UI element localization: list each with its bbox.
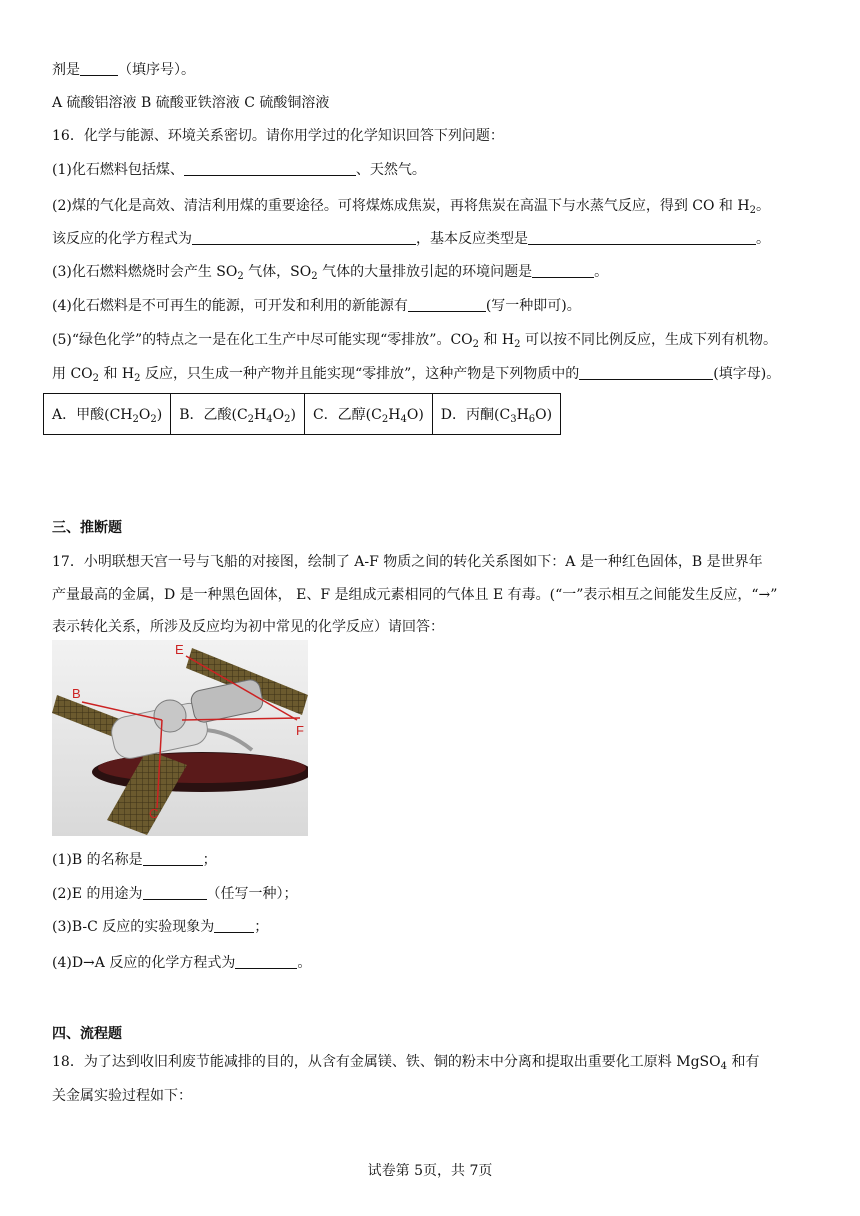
q16-part4 — [52, 296, 581, 316]
text: ； — [254, 919, 269, 935]
q16-part2-line1 — [52, 196, 770, 216]
text: ，基本反应类型是 — [416, 231, 528, 247]
text: 反应，只生成一种产物并且能实现“零排放”，这种产物是下列物质中的 — [140, 366, 580, 382]
text: 。 — [755, 198, 770, 214]
q17-answer3 — [52, 917, 268, 937]
subscript: 2 — [134, 373, 141, 384]
text: (3)B-C 反应的实验现象为 — [52, 919, 215, 935]
option-a[interactable]: A．甲酸$(CH_2O_2)$ — [44, 394, 171, 435]
text: (3)化石燃料燃烧时会产生 SO — [52, 264, 238, 280]
text: ； — [202, 852, 217, 868]
text: 剂是 — [52, 62, 80, 78]
text: 和 H — [479, 332, 515, 348]
subscript: 2 — [237, 271, 244, 282]
text: (4)化石燃料是不可再生的能源，可开发和利用的新能源有 — [52, 298, 408, 314]
q17-answer1 — [52, 850, 217, 870]
subscript: 2 — [311, 271, 318, 282]
q16-part3 — [52, 262, 608, 282]
q16-options-table — [43, 393, 561, 435]
text: (5)“绿色化学”的特点之一是在化工生产中尽可能实现“零排放”。CO — [52, 332, 473, 348]
text: 。 — [297, 955, 312, 971]
text: 和有 — [727, 1054, 760, 1070]
section-heading-inference: 三、推断题 — [52, 520, 122, 536]
label-e: E — [175, 642, 184, 657]
text: （任写一种）； — [206, 886, 298, 902]
answer-blank[interactable] — [532, 263, 594, 278]
text: 可以按不同比例反应，生成下列有机物。 — [520, 332, 777, 348]
answer-blank[interactable] — [579, 365, 713, 380]
q15-tail-line — [52, 60, 195, 80]
text: 。 — [594, 264, 609, 280]
option-d[interactable]: D．丙酮$(C_3H_6O)$ — [432, 394, 560, 435]
text: (1)化石燃料包括煤、 — [52, 162, 184, 178]
q16-part5-line2 — [52, 364, 780, 384]
text: 18．为了达到收旧利废节能减排的目的，从含有金属镁、铁、铜的粉末中分离和提取出重要化工原料 MgSO — [52, 1054, 721, 1070]
page-footer: 试卷第 5页，共 7页 — [367, 1163, 493, 1179]
q18-line2: 关金属实验过程如下： — [52, 1088, 192, 1104]
text: 。 — [756, 231, 770, 247]
text: 用 CO — [52, 366, 93, 382]
answer-blank[interactable] — [408, 297, 486, 312]
q16-part1 — [52, 160, 426, 180]
option-c[interactable]: C．乙醇$(C_2H_4O)$ — [304, 394, 432, 435]
text: 气体，SO — [243, 264, 312, 280]
q18-line1 — [52, 1052, 759, 1072]
text: 和 H — [99, 366, 135, 382]
subscript: 4 — [720, 1061, 728, 1072]
answer-blank[interactable] — [143, 851, 203, 866]
text: (4)D→A 反应的化学方程式为 — [52, 955, 236, 971]
q17-answer2 — [52, 884, 298, 904]
answer-blank[interactable] — [184, 161, 356, 176]
q17-line2: 产量最高的金属，D 是一种黑色固体， E、F 是组成元素相同的气体且 E 有毒。(“一”表示相互之间能发生反应，“→” — [52, 587, 778, 603]
text: 气体的大量排放引起的环境问题是 — [317, 264, 533, 280]
q16-part2-line2 — [52, 229, 770, 249]
docking-ring — [154, 700, 186, 732]
answer-blank[interactable] — [235, 954, 297, 969]
option-b[interactable]: B．乙酸$(C_2H_4O_2)$ — [171, 394, 305, 435]
q17-answer4 — [52, 953, 311, 973]
answer-blank[interactable] — [528, 230, 756, 245]
space-station-diagram — [52, 640, 308, 836]
subscript: 2 — [472, 339, 480, 350]
answer-blank[interactable] — [214, 918, 254, 933]
label-f: F — [296, 723, 304, 738]
text: (填字母)。 — [713, 366, 781, 382]
text: 、天然气。 — [355, 162, 426, 178]
q15-options: A 硫酸铝溶液 B 硫酸亚铁溶液 C 硫酸铜溶液 — [52, 95, 330, 111]
section-heading-flow: 四、流程题 — [52, 1026, 122, 1042]
text: 该反应的化学方程式为 — [52, 231, 192, 247]
text: （填序号）。 — [118, 62, 195, 78]
q16-part5-line1 — [52, 330, 777, 350]
subscript: 2 — [749, 205, 756, 216]
q16-intro: 16．化学与能源、环境关系密切。请你用学过的化学知识回答下列问题： — [52, 128, 504, 144]
answer-blank[interactable] — [192, 230, 416, 245]
label-b: B — [72, 686, 81, 701]
q17-line1: 17．小明联想天宫一号与飞船的对接图，绘制了 A-F 物质之间的转化关系图如下：A 是一种红色固体，B 是世界年 — [52, 554, 763, 570]
subscript: 2 — [514, 339, 521, 350]
text: (1)B 的名称是 — [52, 852, 143, 868]
label-c: C — [149, 806, 159, 821]
text: (写一种即可)。 — [485, 298, 581, 314]
answer-blank[interactable] — [143, 885, 207, 900]
text: (2)E 的用途为 — [52, 886, 143, 902]
q17-line3: 表示转化关系，所涉及反应均为初中常见的化学反应）请回答： — [52, 619, 444, 635]
answer-blank[interactable] — [80, 61, 118, 76]
text: (2)煤的气化是高效、清洁利用煤的重要途径。可将煤炼成焦炭，再将焦炭在高温下与水蒸气反应，得到 CO 和 H — [52, 198, 750, 214]
subscript: 2 — [92, 373, 100, 384]
